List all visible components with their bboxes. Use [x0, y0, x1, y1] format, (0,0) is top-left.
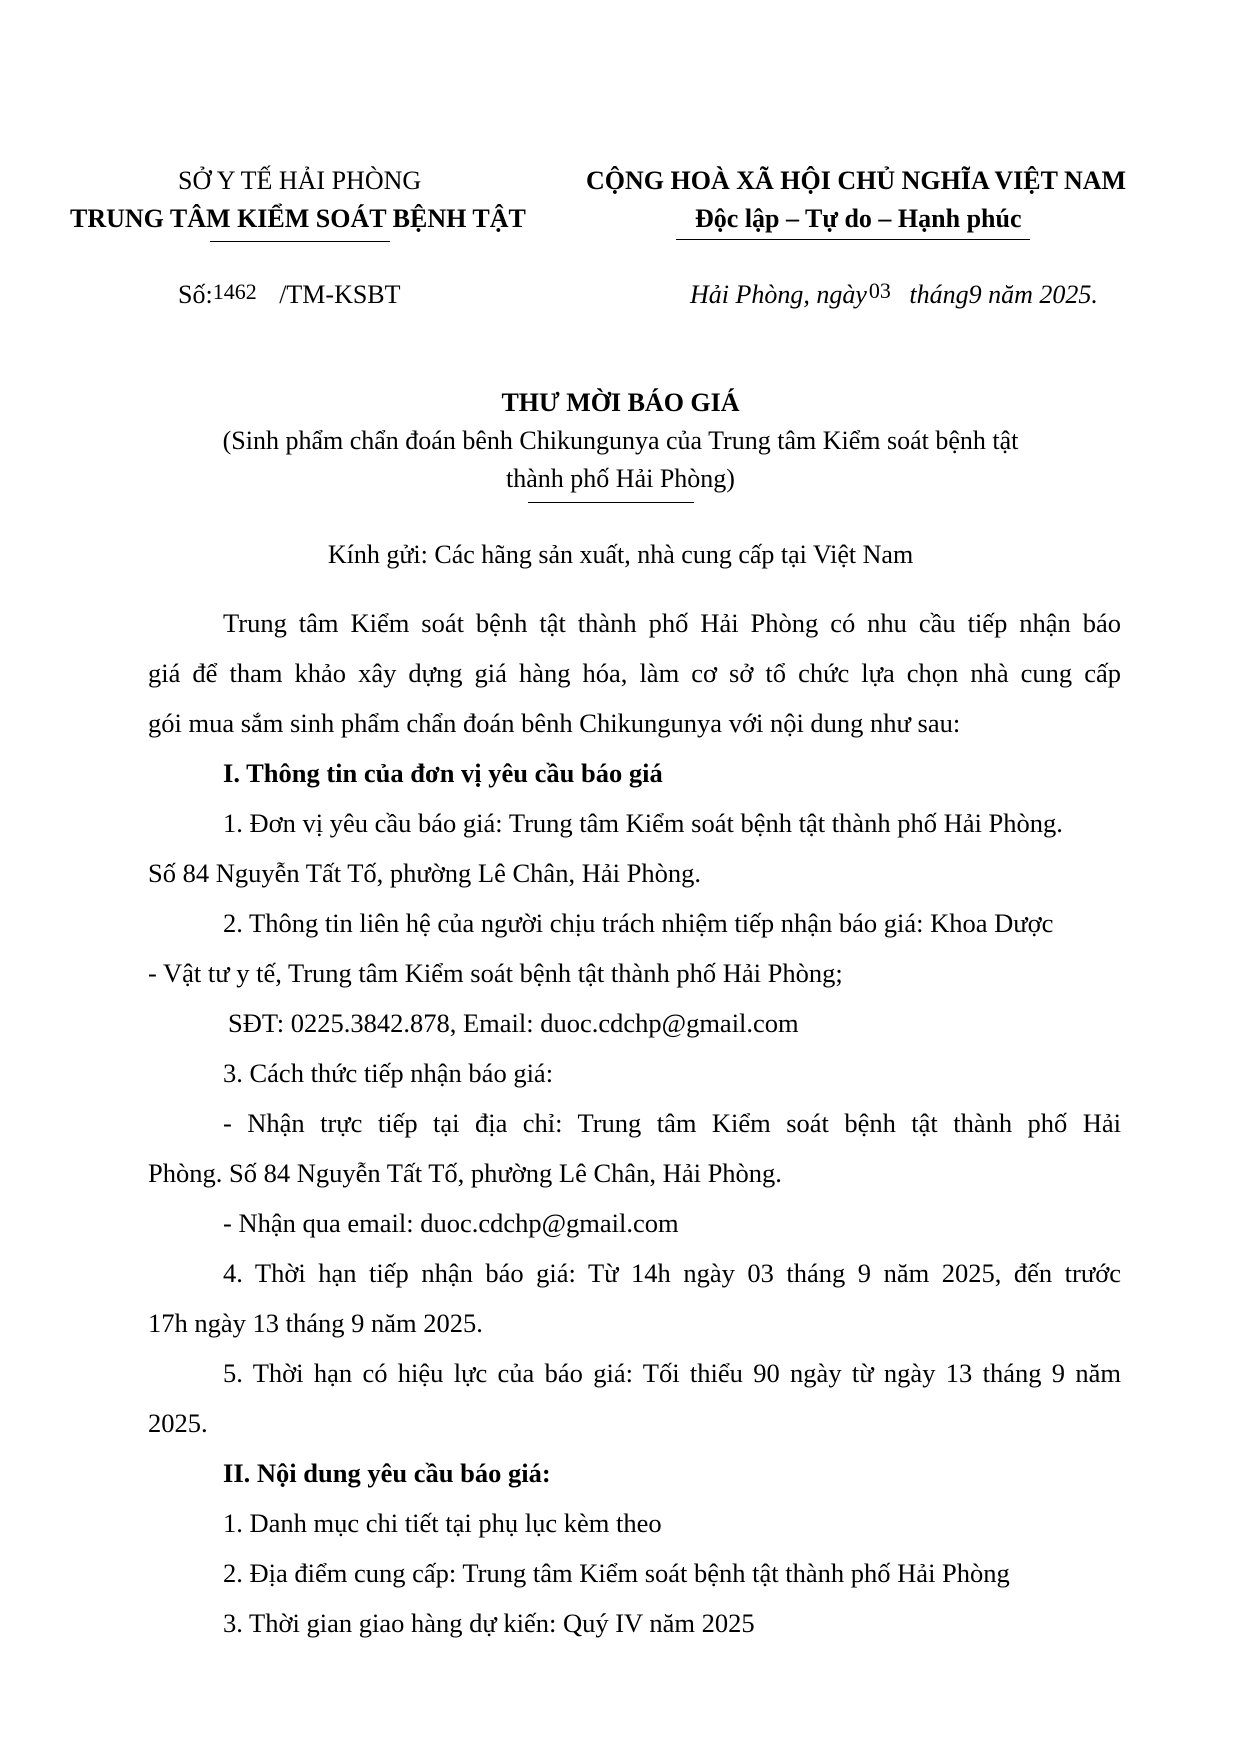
date-month: 9 [968, 280, 982, 309]
intro-line-1: Trung tâm Kiểm soát bệnh tật thành phố Hải Phòng có nhu cầu tiếp nhận báo [223, 608, 1121, 638]
document-subtitle-line2: thành phố Hải Phòng) [506, 464, 735, 493]
section1-item2-line3: SĐT: 0225.3842.878, Email: duoc.cdchp@gmail.com [228, 1008, 799, 1038]
section1-item3a-line1: - Nhận trực tiếp tại địa chỉ: Trung tâm Kiểm soát bệnh tật thành phố Hải [223, 1108, 1121, 1138]
date-year: năm 2025. [988, 280, 1098, 309]
national-title: CỘNG HOÀ XÃ HỘI CHỦ NGHĨA VIỆT NAM [586, 166, 1127, 195]
section1-item4-line2: 17h ngày 13 tháng 9 năm 2025. [148, 1308, 483, 1338]
motto-underline [676, 239, 1030, 240]
date-prefix: Hải Phòng, ngày [690, 280, 867, 309]
section1-item3b: - Nhận qua email: duoc.cdchp@gmail.com [223, 1208, 679, 1238]
document-title: THƯ MỜI BÁO GIÁ [501, 388, 740, 417]
document-number [178, 280, 401, 310]
issue-date [690, 280, 1098, 310]
agency-parent: SỞ Y TẾ HẢI PHÒNG [178, 166, 422, 195]
recipient-line: Kính gửi: Các hãng sản xuất, nhà cung cấp tại Việt Nam [327, 540, 914, 569]
agency-underline [210, 241, 390, 242]
national-motto: Độc lập – Tự do – Hạnh phúc [695, 204, 1022, 233]
intro-line-2: giá để tham khảo xây dựng giá hàng hóa, làm cơ sở tổ chức lựa chọn nhà cung cấp [148, 658, 1121, 688]
section1-item2-line2: - Vật tư y tế, Trung tâm Kiểm soát bệnh tật thành phố Hải Phòng; [148, 958, 843, 988]
section1-item2-line1: 2. Thông tin liên hệ của người chịu trách nhiệm tiếp nhận báo giá: Khoa Dược [223, 908, 1054, 938]
section2-item-3: 3. Thời gian giao hàng dự kiến: Quý IV năm 2025 [223, 1608, 755, 1638]
so-suffix: /TM-KSBT [279, 280, 401, 309]
title-underline [528, 502, 694, 503]
section2-heading: II. Nội dung yêu cầu báo giá: [223, 1458, 551, 1488]
date-month-label: tháng [909, 280, 969, 309]
date-day: 03 [868, 278, 891, 303]
section2-item-2: 2. Địa điểm cung cấp: Trung tâm Kiểm soát bệnh tật thành phố Hải Phòng [223, 1558, 1010, 1588]
section2-item-1: 1. Danh mục chi tiết tại phụ lục kèm theo [223, 1508, 662, 1538]
so-label: Số: [178, 280, 213, 309]
so-number: 1462 [212, 279, 257, 304]
section1-item4-line1: 4. Thời hạn tiếp nhận báo giá: Từ 14h ngày 03 tháng 9 năm 2025, đến trước [223, 1258, 1121, 1288]
agency-name: TRUNG TÂM KIỂM SOÁT BỆNH TẬT [70, 204, 526, 233]
section1-item3: 3. Cách thức tiếp nhận báo giá: [223, 1058, 554, 1088]
section1-item3a-line2: Phòng. Số 84 Nguyễn Tất Tố, phường Lê Chân, Hải Phòng. [148, 1158, 782, 1188]
section1-item5-line1: 5. Thời hạn có hiệu lực của báo giá: Tối thiểu 90 ngày từ ngày 13 tháng 9 năm [223, 1358, 1121, 1388]
section1-item5-line2: 2025. [148, 1408, 208, 1438]
section1-heading: I. Thông tin của đơn vị yêu cầu báo giá [223, 758, 663, 788]
document-subtitle-line1: (Sinh phẩm chẩn đoán bênh Chikungunya của Trung tâm Kiểm soát bệnh tật [222, 426, 1019, 455]
intro-line-3: gói mua sắm sinh phẩm chẩn đoán bênh Chikungunya với nội dung như sau: [148, 708, 961, 738]
section1-item1-line1: 1. Đơn vị yêu cầu báo giá: Trung tâm Kiểm soát bệnh tật thành phố Hải Phòng. [223, 808, 1063, 838]
section1-item1-line2: Số 84 Nguyễn Tất Tố, phường Lê Chân, Hải Phòng. [148, 858, 701, 888]
